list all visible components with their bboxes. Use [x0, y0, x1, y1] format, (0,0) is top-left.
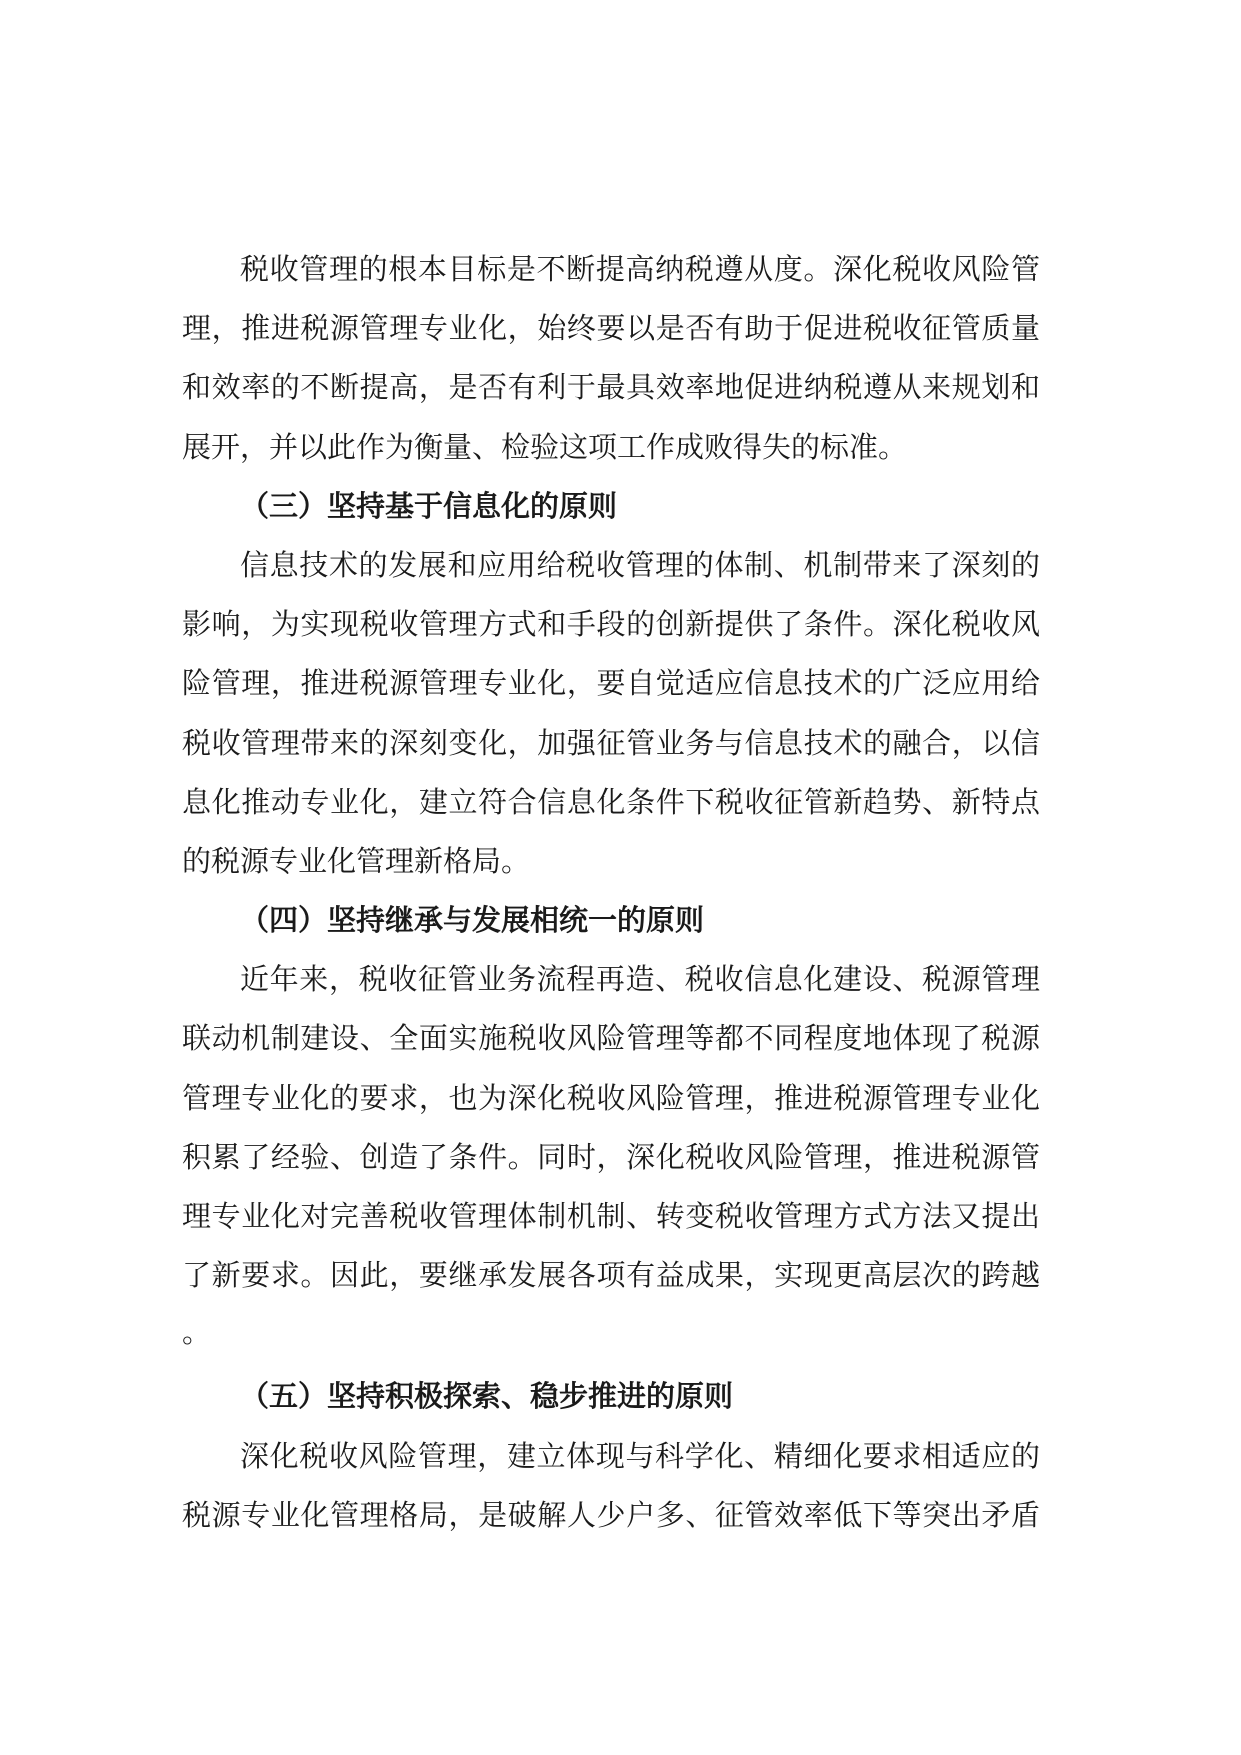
text-line: 信息技术的发展和应用给税收管理的体制、机制带来了深刻的	[240, 547, 1040, 582]
text-line: 影响，为实现税收管理方式和手段的创新提供了条件。深化税收风	[182, 607, 1040, 642]
body-paragraph	[182, 950, 1040, 1367]
text-line: 息化推动专业化，建立符合信息化条件下税收征管新趋势、新特点	[182, 784, 1040, 819]
text-line: 税收管理的根本目标是不断提高纳税遵从度。深化税收风险管	[240, 252, 1040, 286]
section-heading: （三）坚持基于信息化的原则	[240, 488, 618, 523]
text-line: 税源专业化管理格局，是破解人少户多、征管效率低下等突出矛盾	[182, 1497, 1040, 1532]
text-line: 深化税收风险管理，建立体现与科学化、精细化要求相适应的	[240, 1438, 1040, 1473]
section-heading: （五）坚持积极探索、稳步推进的原则	[240, 1379, 734, 1414]
text-line: 险管理，推进税源管理专业化，要自觉适应信息技术的广泛应用给	[182, 666, 1040, 701]
text-line: 理专业化对完善税收管理体制机制、转变税收管理方式方法又提出	[182, 1199, 1040, 1233]
text-line: 理，推进税源管理专业化，始终要以是否有助于促进税收征管质量	[182, 311, 1040, 346]
body-paragraph	[182, 1427, 1040, 1545]
text-line: 税收管理带来的深刻变化，加强征管业务与信息技术的融合，以信	[182, 725, 1040, 760]
text-line: 积累了经验、创造了条件。同时，深化税收风险管理，推进税源管	[182, 1139, 1040, 1174]
text-line: 的税源专业化管理新格局。	[182, 843, 531, 878]
text-line: 近年来，税收征管业务流程再造、税收信息化建设、税源管理	[240, 962, 1040, 997]
text-line: 管理专业化的要求，也为深化税收风险管理，推进税源管理专业化	[182, 1080, 1040, 1115]
text-line: 联动机制建设、全面实施税收风险管理等都不同程度地体现了税源	[182, 1021, 1040, 1056]
text-line: 。	[182, 1315, 212, 1350]
text-line: 展开，并以此作为衡量、检验这项工作成败得失的标准。	[182, 429, 908, 464]
body-paragraph	[182, 240, 1040, 477]
body-paragraph	[182, 536, 1040, 891]
document-page	[182, 240, 1040, 1545]
text-line: 和效率的不断提高，是否有利于最具效率地促进纳税遵从来规划和	[182, 370, 1040, 405]
text-line: 了新要求。因此，要继承发展各项有益成果，实现更高层次的跨越	[182, 1258, 1040, 1293]
section-heading: （四）坚持继承与发展相统一的原则	[240, 903, 705, 938]
